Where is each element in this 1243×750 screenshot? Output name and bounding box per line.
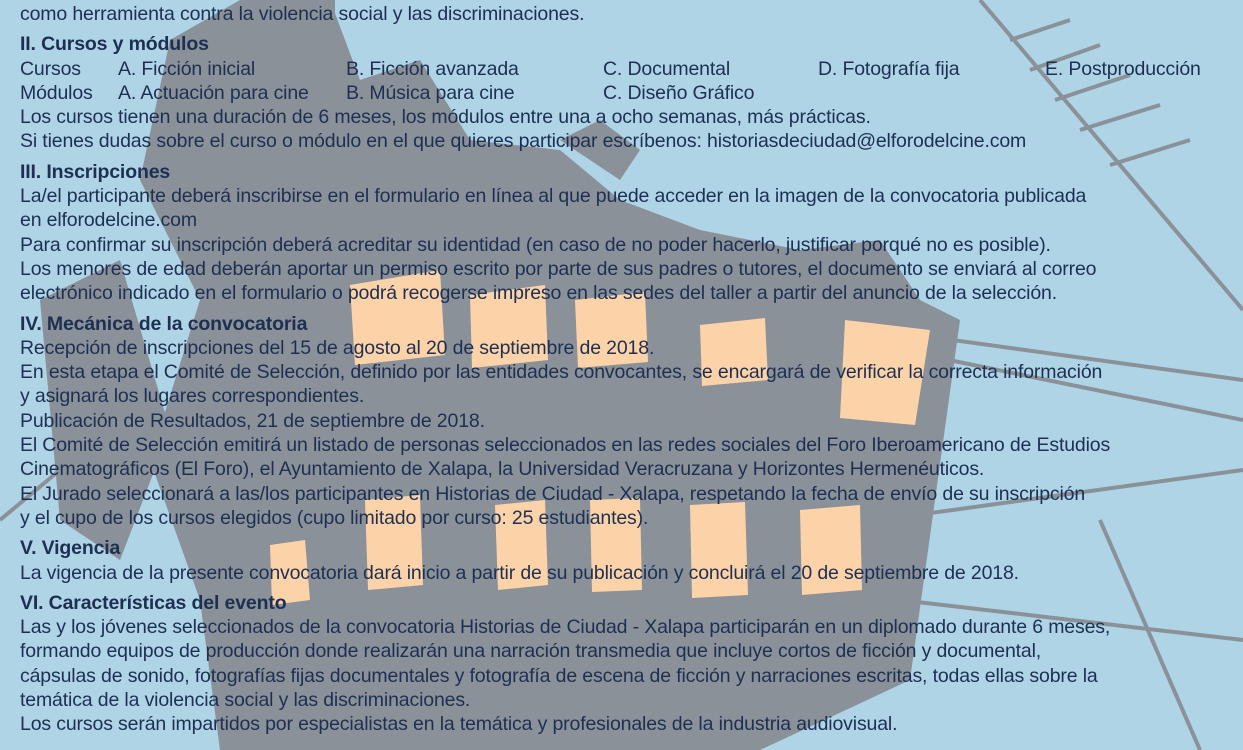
paragraph-line: y el cupo de los cursos elegidos (cupo limitado por curso: 25 estudiantes). — [20, 506, 649, 529]
paragraph-line: Publicación de Resultados, 21 de septiembre de 2018. — [20, 409, 485, 432]
module-item: B. Música para cine — [346, 81, 515, 104]
course-item: A. Ficción inicial — [118, 57, 256, 80]
paragraph-line: y asignará los lugares correspondientes. — [20, 385, 365, 408]
module-item: C. Diseño Gráfico — [603, 81, 755, 104]
paragraph-line: La vigencia de la presente convocatoria dará inicio a partir de su publicación y concluirá el 20 de septiembre de 2018. — [20, 561, 1019, 584]
paragraph-line: cápsulas de sonido, fotografías fijas documentales y fotografía de escena de ficción y narraciones escritas, todas ellas sobre la — [20, 664, 1098, 687]
paragraph-line: Recepción de inscripciones del 15 de agosto al 20 de septiembre de 2018. — [20, 336, 655, 359]
intro-tail: como herramienta contra la violencia social y las discriminaciones. — [20, 3, 585, 25]
module-item: A. Actuación para cine — [118, 81, 309, 104]
paragraph-line: electrónico indicado en el formulario o podrá recogerse impreso en las sedes del taller a partir del anuncio de la selección. — [20, 282, 1058, 305]
paragraph-line: En esta etapa el Comité de Selección, definido por las entidades convocantes, se encargará de verificar la correcta información — [20, 361, 1103, 384]
paragraph-line: El Jurado seleccionará a las/los participantes en Historias de Ciudad - Xalapa, respetando la fecha de envío de su inscripción — [20, 482, 1086, 505]
call-document — [20, 2, 1235, 737]
paragraph-line: Los menores de edad deberán aportar un permiso escrito por parte de sus padres o tutores, el documento se enviará al correo — [20, 257, 1097, 280]
section-heading-mecanica: IV. Mecánica de la convocatoria — [20, 312, 308, 335]
section-heading-inscripciones: III. Inscripciones — [20, 160, 171, 183]
paragraph-line: Los cursos serán impartidos por especialistas en la temática y profesionales de la industria audiovisual. — [20, 713, 898, 736]
modules-row — [20, 81, 1235, 105]
paragraph-line: temática de la violencia social y las discriminaciones. — [20, 689, 471, 712]
paragraph-line: La/el participante deberá inscribirse en el formulario en línea al que puede acceder en la imagen de la convocatoria publicada — [20, 185, 1087, 208]
paragraph-line: en elforodelcine.com — [20, 209, 197, 232]
paragraph-line: formando equipos de producción donde realizarán una narración transmedia que incluye cortos de ficción y documental, — [20, 640, 1042, 663]
course-item: E. Postproducción — [1045, 57, 1201, 80]
paragraph-line: Si tienes dudas sobre el curso o módulo en el que quieres participar escríbenos: historiasdeciudad@elforodelcine.com — [20, 130, 1027, 153]
paragraph-line: Para confirmar su inscripción deberá acreditar su identidad (en caso de no poder hacerlo, justificar porqué no es posible). — [20, 233, 1051, 256]
section-heading-vigencia: V. Vigencia — [20, 537, 121, 560]
course-item: B. Ficción avanzada — [346, 57, 519, 80]
modules-label: Módulos — [20, 81, 93, 104]
section-heading-cursos: II. Cursos y módulos — [20, 33, 209, 56]
paragraph-line: Las y los jóvenes seleccionados de la convocatoria Historias de Ciudad - Xalapa participarán en un diplomado durante 6 meses, — [20, 616, 1111, 639]
course-item: C. Documental — [603, 57, 731, 80]
paragraph-line: Los cursos tienen una duración de 6 meses, los módulos entre una a ocho semanas, más prácticas. — [20, 106, 871, 129]
paragraph-line: El Comité de Selección emitirá un listado de personas seleccionados en las redes sociales del Foro Iberoamericano de Estudios — [20, 434, 1111, 457]
section-heading-caracteristicas: VI. Características del evento — [20, 591, 287, 614]
paragraph-line: Cinematográficos (El Foro), el Ayuntamiento de Xalapa, la Universidad Veracruzana y Horizontes Hermenéuticos. — [20, 458, 985, 481]
course-item: D. Fotografía fija — [818, 57, 960, 80]
courses-row — [20, 57, 1235, 81]
courses-label: Cursos — [20, 57, 81, 80]
